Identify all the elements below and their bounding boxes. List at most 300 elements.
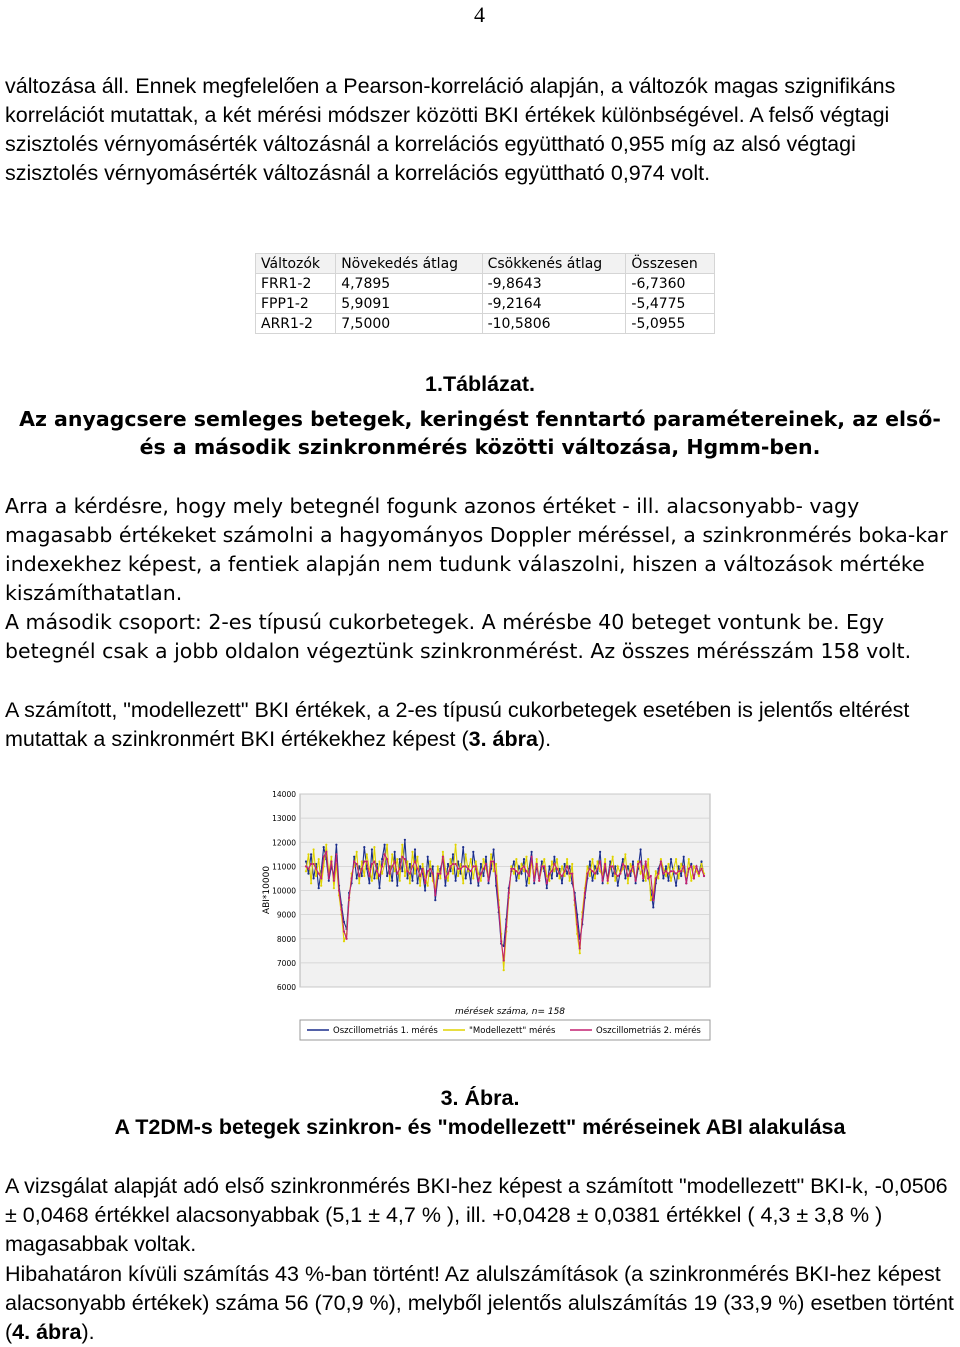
data-point xyxy=(391,853,393,855)
data-point xyxy=(561,875,563,877)
data-point xyxy=(569,873,571,875)
data-point xyxy=(462,865,464,867)
data-point xyxy=(596,860,598,862)
paragraph-doppler: Arra a kérdésre, hogy mely betegnél fogunk azonos értéket - ill. alacsonyabb- vagy magasabb értékeket számolni a hagyományos Doppler méréssel, a szinkronmérés boka-kar indexekhez képest, a fentiek alapján nem tudunk válaszolni, hiszen a változások mértéke kiszámíthatatlan. xyxy=(5,494,948,605)
data-point xyxy=(414,873,416,875)
data-point xyxy=(498,906,500,908)
data-point xyxy=(629,875,631,877)
data-point xyxy=(678,865,680,867)
data-point xyxy=(548,880,550,882)
data-point xyxy=(353,856,355,858)
data-point xyxy=(411,865,413,867)
data-point xyxy=(470,858,472,860)
data-point xyxy=(330,856,332,858)
data-point xyxy=(523,865,525,867)
data-point xyxy=(366,853,368,855)
data-point xyxy=(315,875,317,877)
data-point xyxy=(693,865,695,867)
data-point xyxy=(647,858,649,860)
table-caption-label: 1.Táblázat. xyxy=(425,372,535,396)
data-point xyxy=(406,870,408,872)
data-point xyxy=(480,873,482,875)
data-point xyxy=(477,880,479,882)
data-point xyxy=(396,858,398,860)
page-number: 4 xyxy=(474,2,485,27)
data-point xyxy=(386,875,388,877)
data-point xyxy=(373,877,375,879)
data-point xyxy=(449,858,451,860)
data-point xyxy=(325,844,327,846)
data-point xyxy=(670,870,672,872)
data-point xyxy=(683,865,685,867)
figure-reference: 3. ábra xyxy=(468,727,538,751)
data-point xyxy=(551,870,553,872)
data-point xyxy=(650,899,652,901)
data-point xyxy=(627,865,629,867)
legend-label: Oszcillometriás 1. mérés xyxy=(333,1026,438,1036)
y-tick-label: 11000 xyxy=(272,862,296,872)
data-point xyxy=(485,863,487,865)
data-point xyxy=(622,858,624,860)
data-point xyxy=(652,906,654,908)
data-point xyxy=(617,875,619,877)
data-point xyxy=(305,870,307,872)
data-point xyxy=(371,880,373,882)
data-point xyxy=(553,870,555,872)
data-point xyxy=(404,875,406,877)
data-point xyxy=(665,865,667,867)
data-point xyxy=(571,873,573,875)
data-point xyxy=(495,863,497,865)
data-point xyxy=(667,880,669,882)
data-point xyxy=(447,863,449,865)
data-point xyxy=(363,846,365,848)
data-point xyxy=(566,865,568,867)
y-tick-label: 10000 xyxy=(272,886,296,896)
data-point xyxy=(318,873,320,875)
data-point xyxy=(358,875,360,877)
data-point xyxy=(361,868,363,870)
data-point xyxy=(465,853,467,855)
data-point xyxy=(384,863,386,865)
table-header-cell: Összesen xyxy=(626,254,715,274)
data-point xyxy=(368,882,370,884)
data-point xyxy=(515,858,517,860)
data-point xyxy=(599,860,601,862)
table-cell: -6,7360 xyxy=(626,274,715,294)
data-point xyxy=(356,851,358,853)
data-point xyxy=(531,851,533,853)
data-point xyxy=(513,873,515,875)
data-point xyxy=(520,868,522,870)
data-point xyxy=(373,846,375,848)
data-point xyxy=(366,860,368,862)
table-cell: ARR1-2 xyxy=(256,314,336,334)
data-point xyxy=(457,875,459,877)
data-point xyxy=(569,865,571,867)
data-point xyxy=(381,873,383,875)
data-point xyxy=(371,863,373,865)
data-point xyxy=(558,877,560,879)
data-point xyxy=(406,860,408,862)
data-point xyxy=(574,899,576,901)
data-point xyxy=(480,880,482,882)
data-point xyxy=(523,858,525,860)
data-point xyxy=(617,885,619,887)
data-point xyxy=(406,877,408,879)
data-point xyxy=(467,870,469,872)
data-point xyxy=(657,877,659,879)
data-point xyxy=(594,877,596,879)
data-point xyxy=(422,863,424,865)
data-point xyxy=(465,865,467,867)
figure-caption-text: A T2DM-s betegek szinkron- és "modellezett" méréseinek ABI alakulása xyxy=(114,1115,846,1139)
data-point xyxy=(455,844,457,846)
data-point xyxy=(401,844,403,846)
data-point xyxy=(447,880,449,882)
data-point xyxy=(680,870,682,872)
data-point xyxy=(419,875,421,877)
data-point xyxy=(482,858,484,860)
data-point xyxy=(310,853,312,855)
data-point xyxy=(515,870,517,872)
abi-line-chart xyxy=(255,782,715,1050)
data-point xyxy=(596,868,598,870)
data-point xyxy=(670,858,672,860)
data-point xyxy=(594,865,596,867)
data-point xyxy=(650,875,652,877)
data-point xyxy=(662,873,664,875)
data-point xyxy=(401,856,403,858)
data-point xyxy=(424,882,426,884)
data-point xyxy=(325,851,327,853)
data-point xyxy=(698,875,700,877)
data-point xyxy=(586,873,588,875)
data-point xyxy=(642,880,644,882)
data-point xyxy=(581,918,583,920)
data-point xyxy=(307,873,309,875)
data-point xyxy=(541,865,543,867)
data-point xyxy=(667,863,669,865)
paragraph-text: A számított, "modellezett" BKI értékek, a 2-es típusú cukorbetegek esetében is jelentős eltérést mutattak a szinkronmért BKI értékekhez képest ( xyxy=(5,698,910,751)
data-point xyxy=(690,865,692,867)
data-point xyxy=(617,865,619,867)
data-point xyxy=(475,865,477,867)
data-point xyxy=(556,868,558,870)
paragraph-text: ). xyxy=(81,1320,95,1344)
data-point xyxy=(624,877,626,879)
data-point xyxy=(404,839,406,841)
data-point xyxy=(508,892,510,894)
data-point xyxy=(551,877,553,879)
data-point xyxy=(528,882,530,884)
figure-caption-label: 3. Ábra. xyxy=(440,1086,520,1110)
data-point xyxy=(356,877,358,879)
data-point xyxy=(429,868,431,870)
data-point xyxy=(675,873,677,875)
data-point xyxy=(695,865,697,867)
data-point xyxy=(424,889,426,891)
data-point xyxy=(566,873,568,875)
data-point xyxy=(675,858,677,860)
data-point xyxy=(553,856,555,858)
data-point xyxy=(442,851,444,853)
data-point xyxy=(690,863,692,865)
paragraph-modelled-stats: A vizsgálat alapját adó első szinkronmérés BKI-hez képest a számított "modellezett" BKI-k, -0,0506 ± 0,0468 értékkel alacsonyabbak (5,1 ± 4,7 % ), ill. +0,0428 ± 0,0381 értékkel ( 4,3 ± 3,8 % ) magasabbak voltak. xyxy=(5,1174,948,1256)
data-point xyxy=(389,880,391,882)
data-point xyxy=(703,875,705,877)
table-cell: -9,8643 xyxy=(482,274,626,294)
data-point xyxy=(391,880,393,882)
data-point xyxy=(510,868,512,870)
data-point xyxy=(394,851,396,853)
data-point xyxy=(536,863,538,865)
data-point xyxy=(624,853,626,855)
data-point xyxy=(627,882,629,884)
data-point xyxy=(378,875,380,877)
paragraph-second-group: A második csoport: 2-es típusú cukorbetegek. A mérésbe 40 beteget vontunk be. Egy betegnél csak a jobb oldalon végeztünk szinkronmérést. Az összes mérésszám 158 volt. xyxy=(5,610,912,663)
data-point xyxy=(561,865,563,867)
data-point xyxy=(607,880,609,882)
data-point xyxy=(503,969,505,971)
data-point xyxy=(414,860,416,862)
data-point xyxy=(404,858,406,860)
data-point xyxy=(472,851,474,853)
data-point xyxy=(655,870,657,872)
data-point xyxy=(462,846,464,848)
data-point xyxy=(320,885,322,887)
data-point xyxy=(452,853,454,855)
data-point xyxy=(307,853,309,855)
data-point xyxy=(564,875,566,877)
data-point xyxy=(475,860,477,862)
data-point xyxy=(576,923,578,925)
data-point xyxy=(612,875,614,877)
table-cell: FRR1-2 xyxy=(256,274,336,294)
data-point xyxy=(609,860,611,862)
data-point xyxy=(645,880,647,882)
data-point xyxy=(546,882,548,884)
data-point xyxy=(470,870,472,872)
data-point xyxy=(455,880,457,882)
data-point xyxy=(647,877,649,879)
data-point xyxy=(607,882,609,884)
data-point xyxy=(411,851,413,853)
data-point xyxy=(455,863,457,865)
data-point xyxy=(629,870,631,872)
data-point xyxy=(432,873,434,875)
data-point xyxy=(346,938,348,940)
data-point xyxy=(358,882,360,884)
y-axis-label: ABI*10000 xyxy=(262,865,272,915)
data-point xyxy=(396,885,398,887)
data-point xyxy=(685,882,687,884)
data-point xyxy=(698,873,700,875)
data-point xyxy=(460,863,462,865)
data-point xyxy=(602,880,604,882)
table-row xyxy=(256,314,715,334)
paragraph-error-margin xyxy=(5,1260,955,1347)
data-point xyxy=(556,875,558,877)
table-cell: 7,5000 xyxy=(336,314,482,334)
data-point xyxy=(533,882,535,884)
data-point xyxy=(328,880,330,882)
data-point xyxy=(546,887,548,889)
data-point xyxy=(693,877,695,879)
data-point xyxy=(452,873,454,875)
data-point xyxy=(409,863,411,865)
data-point xyxy=(401,870,403,872)
data-point xyxy=(688,858,690,860)
legend-label: "Modellezett" mérés xyxy=(469,1026,556,1036)
data-point xyxy=(391,865,393,867)
data-point xyxy=(533,880,535,882)
data-point xyxy=(637,860,639,862)
y-tick-label: 14000 xyxy=(272,790,296,799)
data-point xyxy=(528,875,530,877)
data-point xyxy=(487,880,489,882)
data-point xyxy=(700,863,702,865)
data-point xyxy=(442,856,444,858)
data-point xyxy=(376,877,378,879)
data-point xyxy=(313,877,315,879)
data-point xyxy=(614,873,616,875)
table-caption-text: Az anyagcsere semleges betegek, keringést fenntartó paramétereinek, az első- és a második szinkronmérés közötti változása, Hgmm-ben. xyxy=(19,407,941,459)
data-point xyxy=(482,875,484,877)
data-point xyxy=(307,868,309,870)
data-point xyxy=(439,873,441,875)
data-point xyxy=(543,858,545,860)
data-point xyxy=(333,880,335,882)
data-point xyxy=(678,877,680,879)
data-point xyxy=(640,873,642,875)
data-point xyxy=(586,865,588,867)
data-point xyxy=(348,897,350,899)
table-cell: -10,5806 xyxy=(482,314,626,334)
data-point xyxy=(584,892,586,894)
data-point xyxy=(447,873,449,875)
data-point xyxy=(470,882,472,884)
data-point xyxy=(414,848,416,850)
data-point xyxy=(381,858,383,860)
data-point xyxy=(386,858,388,860)
data-point xyxy=(589,860,591,862)
data-point xyxy=(675,885,677,887)
data-point xyxy=(422,868,424,870)
data-point xyxy=(525,870,527,872)
paragraph-text: Hibahatáron kívüli számítás 43 %-ban történt! Az alulszámítások (a szinkronmérés BKI-hez képest alacsonyabb értékek) száma 56 (70,9 %), melyből jelentős alulszámítás 19 (33,9 %) esetben történt ( xyxy=(5,1262,954,1344)
data-point xyxy=(343,940,345,942)
data-point xyxy=(536,858,538,860)
data-point xyxy=(493,860,495,862)
data-point xyxy=(472,877,474,879)
data-point xyxy=(629,863,631,865)
data-point xyxy=(490,853,492,855)
data-point xyxy=(700,860,702,862)
table-header-row xyxy=(256,254,715,274)
y-tick-label: 6000 xyxy=(276,983,296,992)
data-point xyxy=(683,856,685,858)
data-point xyxy=(673,868,675,870)
data-point xyxy=(320,877,322,879)
data-point xyxy=(480,863,482,865)
data-point xyxy=(416,882,418,884)
data-point xyxy=(472,865,474,867)
data-point xyxy=(525,856,527,858)
data-point xyxy=(323,856,325,858)
data-point xyxy=(591,858,593,860)
table-row xyxy=(256,294,715,314)
data-point xyxy=(328,877,330,879)
data-point xyxy=(700,868,702,870)
data-point xyxy=(622,863,624,865)
data-point xyxy=(518,873,520,875)
data-point xyxy=(538,880,540,882)
data-point xyxy=(604,863,606,865)
data-point xyxy=(657,873,659,875)
data-point xyxy=(429,875,431,877)
data-point xyxy=(553,863,555,865)
data-point xyxy=(429,860,431,862)
table-cell: 5,9091 xyxy=(336,294,482,314)
data-point xyxy=(632,865,634,867)
y-tick-label: 8000 xyxy=(276,934,296,944)
data-point xyxy=(690,880,692,882)
data-point xyxy=(515,880,517,882)
data-point xyxy=(627,875,629,877)
data-point xyxy=(399,880,401,882)
data-point xyxy=(660,858,662,860)
table-cell: FPP1-2 xyxy=(256,294,336,314)
data-point xyxy=(384,853,386,855)
data-point xyxy=(591,880,593,882)
data-point xyxy=(556,858,558,860)
data-point xyxy=(591,870,593,872)
data-point xyxy=(462,882,464,884)
figure-reference: 4. ábra xyxy=(12,1320,82,1344)
data-point xyxy=(640,860,642,862)
table-cell: 4,7895 xyxy=(336,274,482,294)
data-point xyxy=(662,877,664,879)
data-point xyxy=(518,865,520,867)
data-point xyxy=(579,952,581,954)
data-point xyxy=(416,856,418,858)
data-point xyxy=(548,865,550,867)
paragraph-text: ). xyxy=(537,727,552,751)
table-header-cell: Csökkenés átlag xyxy=(482,254,626,274)
data-point xyxy=(353,860,355,862)
data-point xyxy=(315,868,317,870)
data-point xyxy=(310,863,312,865)
data-point xyxy=(520,863,522,865)
results-table-grid xyxy=(255,253,715,334)
table-header-cell: Növekedés átlag xyxy=(336,254,482,274)
data-point xyxy=(427,870,429,872)
data-point xyxy=(609,865,611,867)
data-point xyxy=(564,863,566,865)
data-point xyxy=(670,880,672,882)
data-point xyxy=(363,860,365,862)
data-point xyxy=(340,909,342,911)
data-point xyxy=(513,860,515,862)
data-point xyxy=(645,860,647,862)
data-point xyxy=(378,887,380,889)
data-point xyxy=(632,860,634,862)
data-point xyxy=(564,870,566,872)
data-point xyxy=(493,870,495,872)
data-point xyxy=(495,875,497,877)
x-axis-label: mérések száma, n= 158 xyxy=(454,1007,566,1017)
